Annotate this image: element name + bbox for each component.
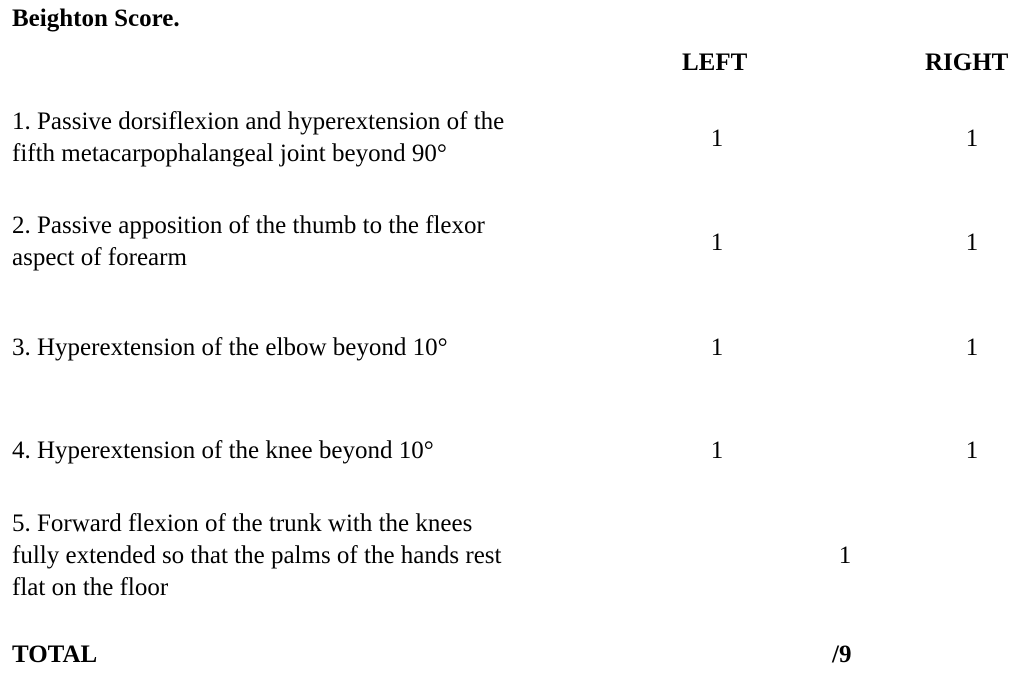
criterion-5-line-3: flat on the floor	[12, 574, 169, 601]
criterion-3-line-1: 3. Hyperextension of the elbow beyond 10°	[12, 334, 448, 361]
criterion-5	[12, 508, 602, 604]
total-label: TOTAL	[12, 641, 98, 668]
document-title: Beighton Score.	[12, 5, 180, 32]
criterion-4-left-score: 1	[710, 437, 724, 464]
criterion-5-line-2: fully extended so that the palms of the hands rest	[12, 542, 502, 569]
criterion-4-line-1: 4. Hyperextension of the knee beyond 10°	[12, 437, 434, 464]
criterion-1	[12, 106, 602, 170]
total-value: /9	[832, 641, 852, 668]
criterion-1-left-score: 1	[710, 125, 724, 152]
criterion-1-line-1: 1. Passive dorsiflexion and hyperextension of the	[12, 108, 505, 135]
criterion-3-right-score: 1	[965, 334, 979, 361]
criterion-3-left-score: 1	[710, 334, 724, 361]
criterion-5-line-1: 5. Forward flexion of the trunk with the knees	[12, 510, 473, 537]
criterion-3	[12, 332, 602, 364]
criterion-5-score: 1	[838, 542, 852, 569]
criterion-2	[12, 210, 602, 274]
criterion-2-left-score: 1	[710, 229, 724, 256]
column-header-left: LEFT	[682, 49, 748, 76]
criterion-2-right-score: 1	[965, 229, 979, 256]
criterion-1-right-score: 1	[965, 125, 979, 152]
column-header-right: RIGHT	[925, 49, 1009, 76]
criterion-1-line-2: fifth metacarpophalangeal joint beyond 90°	[12, 140, 447, 167]
criterion-2-line-2: aspect of forearm	[12, 244, 187, 271]
criterion-4	[12, 435, 602, 467]
criterion-2-line-1: 2. Passive apposition of the thumb to the flexor	[12, 212, 485, 239]
criterion-4-right-score: 1	[965, 437, 979, 464]
